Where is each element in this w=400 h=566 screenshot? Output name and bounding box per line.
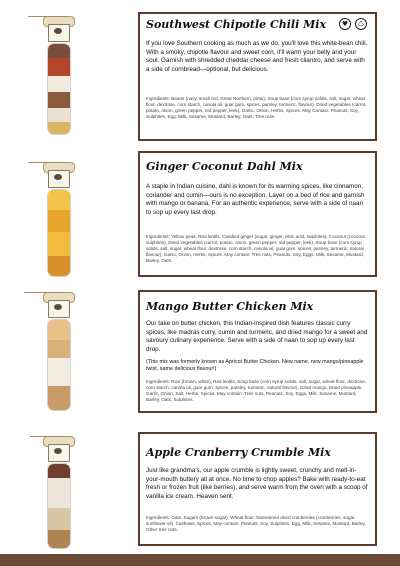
product-ingredients: Ingredients: Oats, Sugars (brown sugar), Wheat flour, Sweetened dried cranberries (cranberries, sugar, sunflower oil), Cashews, Spices. May contain: Peanuts, Soy, Sulphites, Egg, Milk, Sesame, Mustard, Barley, Other tree nuts. bbox=[146, 515, 366, 532]
no-gmo-icon: ♺ bbox=[355, 18, 367, 30]
product-description: Just like grandma's, our apple crumble is lightly sweet, crunchy and melt-in-your-mouth buttery all at once. No time to chop apples? Bake with ready-to-eat fresh or frozen fruit (like berries), and serve warm from the oven with a scoop of vanilla ice cream. Heaven sent. bbox=[146, 467, 368, 500]
product-note: (This mix was formerly known as Apricot Butter Chicken. New name, new mango/pineapple twist, same delicious flavour!) bbox=[146, 359, 364, 372]
product-title: Apple Cranberry Crumble Mix bbox=[146, 446, 331, 459]
mix-bag bbox=[48, 464, 70, 548]
tie-string bbox=[28, 16, 68, 17]
product-card bbox=[138, 432, 377, 546]
mix-bag bbox=[48, 190, 70, 276]
footer-band bbox=[0, 554, 400, 566]
product-ingredients: Ingredients: Rice (brown, white), Red lentils, Soup base (corn syrup solids, salt, sugar, wheat flour, dextrose, corn starch, canola oil, guar gum, spices, parsley, turmeric, natural flavour), Dried mango, Dried pineapple, Garlic, Onion, Salt, Herbs, Spices. May contain: Tree nuts, Peanuts, Soy, Eggs, Milk, Sesame, Mustard, Barley, Oats, Sulphites. bbox=[146, 379, 367, 402]
tie-string bbox=[28, 162, 68, 163]
product-card bbox=[138, 290, 377, 413]
bag-label bbox=[48, 300, 70, 318]
badge-icons bbox=[339, 18, 367, 30]
mix-bag bbox=[48, 44, 70, 134]
product-title: Mango Butter Chicken Mix bbox=[146, 300, 314, 313]
vegetarian-icon: ♥ bbox=[339, 18, 351, 30]
tie-string bbox=[24, 292, 68, 293]
product-card bbox=[138, 12, 377, 141]
product-photo bbox=[24, 290, 94, 412]
product-ingredients: Ingredients: Beans (navy, small red, Great Northern, pinto), Soup base (corn syrup solids, salt, sugar, wheat flour, dextrose, corn starch, canola oil, guar gum, spices, parsley, turmeric, flavour), Dried vegetables (carrot, potato, onion, green pepper, red pepper, leek), Garlic, Onion, Herbs, Spices. May Contain: Peanuts, Soy, Sulphites, Egg, Milk, Sesame, Mustard, Barley, Oats, Tree nuts. bbox=[146, 96, 367, 119]
product-description: A staple in Indian cuisine, dahl is known for its warming spices, like cinnamon, coriander and cumin—ours is no exception. Layer on a bed of rice and garnish with mango or banana. For an authentic experience, serve with a side of naan to sop up every last drop. bbox=[146, 183, 365, 216]
product-description: Our take on butter chicken, this Indian-inspired dish features classic curry spices, like madras curry, cumin and turmeric, and dried mango for a sweet and savoury culinary experience. Serve with a side of naan to sop up every last drop. bbox=[146, 320, 368, 353]
bag-label bbox=[48, 24, 70, 42]
product-title: Southwest Chipotle Chili Mix bbox=[146, 18, 327, 31]
product-ingredients: Ingredients: Yellow peas, Red lentils, Candied ginger (sugar, ginger, citric acid, sulphites), Coconut (coconut, sulphites), Dried vegetables (carrot, potato, onion, green pepper, red pepper, leek), Soup base (corn syrup solids, salt, sugar, wheat flour, dextrose, corn starch, canola oil, guar gum, spices, parsley, turmeric, natural flavour), Garlic, Onion, Herbs, Spices. May contain: Tree nuts, Peanuts, Soy, Eggs, Milk, Sesame, Mustard, Barley, Oats. bbox=[146, 234, 367, 263]
product-card bbox=[138, 151, 377, 277]
mix-bag bbox=[48, 320, 70, 410]
bag-label bbox=[48, 170, 70, 188]
bag-label bbox=[48, 444, 70, 462]
product-description: If you love Southern cooking as much as we do, you'll love this white-bean chili. With a smoky, chipotle flavour and sweet corn, it'll warm your belly and your soul. Garnish with shredded cheddar cheese and fresh cilantro, and serve with a side of cornbread—optional, but delicious. bbox=[146, 40, 368, 73]
tie-string bbox=[30, 436, 70, 437]
product-photo bbox=[24, 434, 94, 556]
product-photo bbox=[24, 14, 94, 138]
product-photo bbox=[24, 160, 94, 278]
product-title: Ginger Coconut Dahl Mix bbox=[146, 160, 303, 173]
